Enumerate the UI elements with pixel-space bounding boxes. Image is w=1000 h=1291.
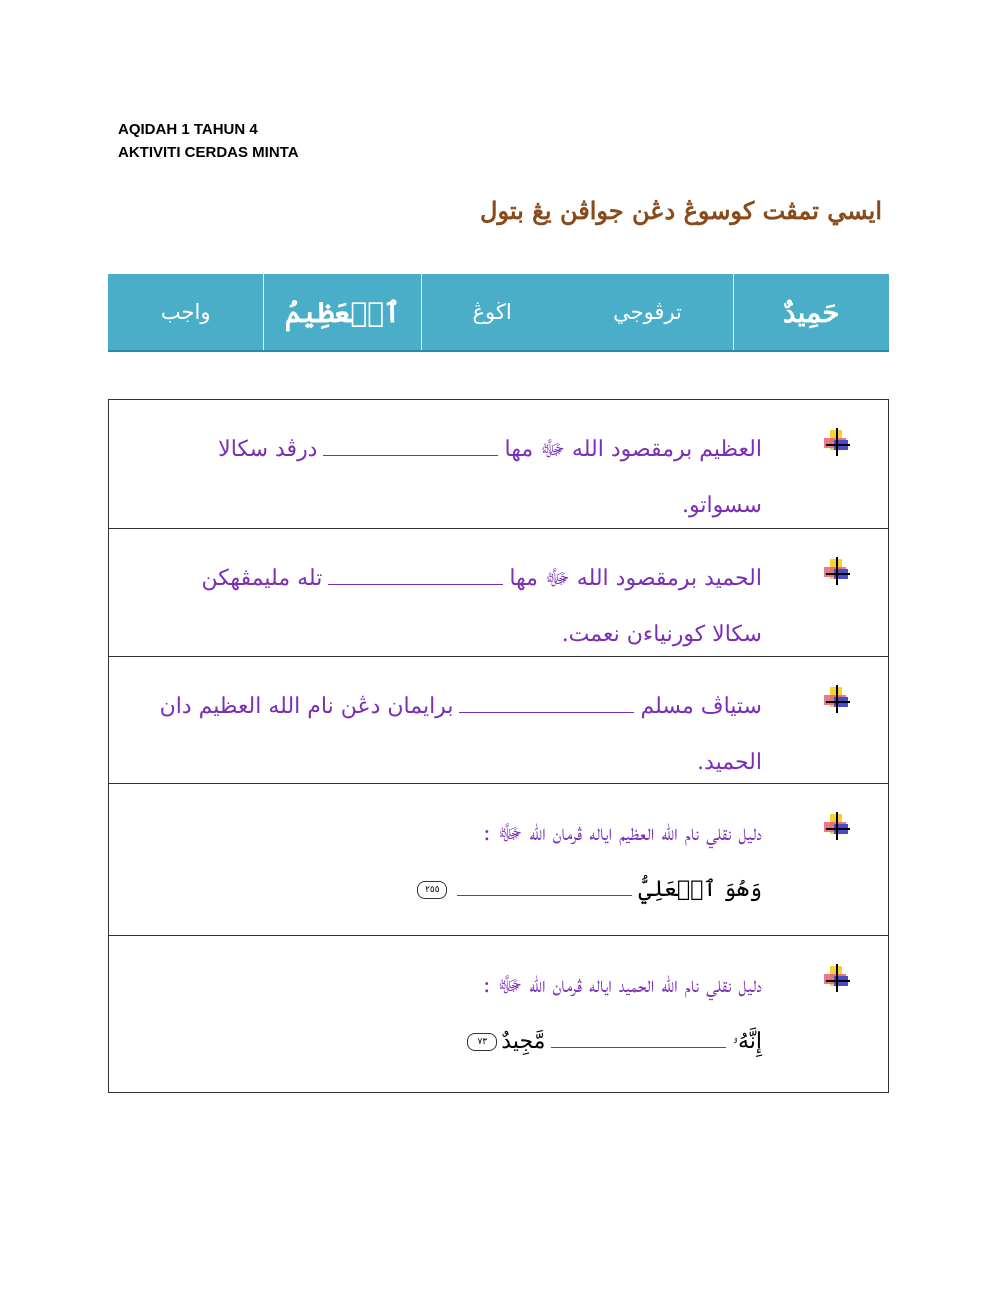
- word-option[interactable]: ترڤوجي: [613, 300, 682, 324]
- question-row: [109, 656, 888, 783]
- question-text: [139, 679, 762, 791]
- header-subject: AQIDAH 1 TAHUN 4: [118, 121, 258, 138]
- question-row: [109, 935, 888, 1092]
- word-bank-cell: [108, 274, 264, 350]
- bullet-icon: [824, 559, 850, 585]
- question-part: سكالا كورنياءن نعمت.: [561, 622, 762, 647]
- question-part: برايمان دڠن نام الله العظيم دان: [159, 694, 454, 719]
- word-option[interactable]: واجب: [160, 300, 211, 324]
- question-part: درڤد سكالا: [218, 437, 318, 462]
- word-bank-cell: [422, 274, 734, 350]
- question-part: العظيم برمقصود الله ﷻ مها: [504, 437, 762, 462]
- question-row: [109, 400, 888, 528]
- header-activity: AKTIVITI CERDAS MINTA: [118, 144, 299, 161]
- question-part: الحميد برمقصود الله ﷻ مها: [509, 566, 762, 591]
- word-bank: [108, 274, 889, 352]
- word-option[interactable]: اڬوڠ: [472, 300, 512, 324]
- ayah-number-ornament: ٢٥٥: [417, 881, 447, 899]
- question-part: دليل نقلي نام الله العظيم اياله ڤرمان الله ﷻ :: [483, 821, 762, 846]
- bullet-icon: [824, 966, 850, 992]
- answer-blank[interactable]: [328, 562, 503, 585]
- word-option[interactable]: حَمِيدٌ: [782, 295, 840, 329]
- question-row: [109, 528, 888, 656]
- answer-blank[interactable]: [551, 1025, 726, 1048]
- word-bank-cell: [734, 274, 889, 350]
- answer-blank[interactable]: [459, 690, 634, 713]
- bullet-icon: [824, 687, 850, 713]
- bullet-icon: [824, 814, 850, 840]
- answer-blank[interactable]: [457, 873, 632, 896]
- quran-verse: وَهُوَ ٱلۡعَلِيُّ٢٥٥: [413, 877, 762, 902]
- ayah-number-ornament: ٧٣: [467, 1033, 497, 1051]
- question-text: [139, 551, 762, 663]
- bullet-icon: [824, 430, 850, 456]
- instruction-title: ايسي تمڤت كوسوڠ دڠن جواڤن يڠ بتول: [480, 196, 882, 225]
- question-part: تله مليمڤهكن: [201, 566, 323, 591]
- answer-blank[interactable]: [323, 433, 498, 456]
- word-bank-cell: [264, 274, 421, 350]
- question-part: الحميد.: [697, 750, 762, 775]
- document-header: [118, 118, 299, 164]
- question-row: [109, 783, 888, 935]
- question-text: [139, 422, 762, 534]
- question-text: [139, 958, 762, 1070]
- question-table: [108, 399, 889, 1093]
- question-part: دليل نقلي نام الله الحميد اياله ڤرمان الله ﷻ :: [482, 973, 762, 998]
- question-text: [139, 806, 762, 918]
- question-part: سسواتو.: [681, 493, 762, 518]
- question-part: ستياڤ مسلم: [640, 694, 762, 719]
- quran-verse: إِنَّهُۥمَّجِيدٌ٧٣: [463, 1029, 762, 1054]
- word-option[interactable]: ٱلۡعَظِيمُ: [284, 295, 401, 329]
